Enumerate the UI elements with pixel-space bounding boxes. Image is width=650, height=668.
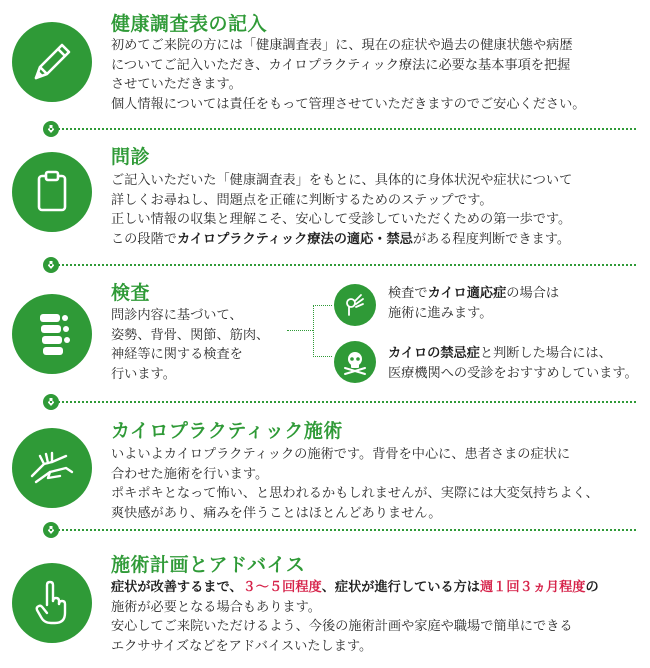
step-examination (0, 272, 650, 397)
text-line: エクササイズなどをアドバイスいたします。 (111, 638, 373, 654)
text-line: いよいよカイロプラクティックの施術です。背骨を中心に、患者さまの症状に (111, 447, 571, 462)
step-title: カイロプラクティック施術 (111, 420, 343, 442)
dotted-divider (46, 264, 636, 266)
text-line: 詳しくお尋ねし、問題点を正確に判断するためのステップです。 (111, 192, 493, 208)
ok-badge (334, 284, 376, 326)
step-description (111, 306, 269, 384)
text-line: についてご記入いただき、カイロプラクティック療法に必要な基本事項を把握 (111, 57, 571, 73)
bold-text: の (585, 580, 599, 595)
text-line: 安心してご来院いただけるよう、今後の施術計画や家庭や職場で簡単にできる (111, 619, 573, 634)
dotted-divider (46, 401, 636, 403)
branch-connector-stem (287, 330, 313, 331)
step-title: 問診 (111, 146, 151, 168)
text-line: 個人情報については責任をもって管理させていただきますのでご安心ください。 (111, 96, 586, 112)
step-health-questionnaire (0, 0, 650, 120)
text-line: させていただきます。 (111, 77, 242, 92)
text-segment: の場合は (506, 286, 560, 301)
pointing-finger-icon (26, 577, 78, 629)
hands-icon (26, 442, 78, 494)
text-line (388, 284, 559, 304)
bold-text: カイロ適応症 (427, 286, 507, 301)
step-title: 検査 (111, 282, 151, 304)
bold-text: カイロの禁忌症 (388, 346, 480, 361)
step-description (111, 171, 572, 249)
bold-text: 、症状が進行している方は (321, 580, 480, 595)
bold-text: 症状が改善するまで、 (111, 580, 243, 595)
step-title: 健康調査表の記入 (111, 13, 268, 35)
text-line: 爽快感があり、痛みを伴うことはほとんどありません。 (111, 505, 442, 521)
highlight-text: ３～５回程度 (242, 580, 322, 595)
step-description (111, 578, 599, 656)
highlight-text: 週１回３ヵ月程度 (480, 580, 586, 595)
step-icon-circle (12, 563, 92, 643)
text-line: 姿勢、背骨、関節、筋肉、 (111, 327, 270, 343)
spine-icon (26, 308, 78, 360)
step-chiropractic-treatment (0, 408, 650, 526)
clipboard-icon (26, 166, 78, 218)
dotted-divider (46, 529, 636, 531)
step-description (111, 445, 599, 523)
dotted-divider (46, 128, 636, 130)
bold-text: カイロプラクティック療法の適応・禁忌 (176, 231, 413, 247)
text-segment: この段階で (111, 231, 177, 247)
step-icon-circle (12, 428, 92, 508)
pencil-icon (26, 36, 78, 88)
branch-connector (313, 305, 332, 357)
text-line: 行います。 (111, 366, 176, 382)
text-segment: と判断した場合には、 (479, 346, 612, 361)
ng-description (388, 344, 638, 383)
ng-badge (334, 341, 376, 383)
text-segment: がある程度判断できます。 (412, 231, 571, 247)
ok-hand-icon (341, 291, 369, 319)
step-icon-circle (12, 22, 92, 102)
text-line: 施術が必要となる場合もあります。 (111, 599, 321, 615)
step-title: 施術計画とアドバイス (111, 554, 306, 576)
text-line: 神経等に関する検査を (111, 347, 243, 362)
text-line: 施術に進みます。 (388, 305, 493, 321)
ok-description (388, 284, 559, 323)
step-icon-circle (12, 152, 92, 232)
step-description (111, 36, 585, 114)
text-line (111, 230, 572, 250)
text-line: 正しい情報の収集と理解こそ、安心して受診していただくための第一歩です。 (111, 212, 572, 227)
text-line: ポキポキとなって怖い、と思われるかもしれませんが、実際には大変気持ちよく、 (111, 486, 599, 501)
text-line: 問診内容に基づいて、 (111, 308, 243, 323)
text-segment: 検査で (388, 286, 428, 301)
step-consultation (0, 140, 650, 260)
step-icon-circle (12, 294, 92, 374)
text-line: 初めてご来院の方には「健康調査表」に、現在の症状や過去の健康状態や病歴 (111, 38, 573, 53)
text-line (388, 344, 638, 364)
text-line (111, 578, 599, 598)
text-line: 合わせた施術を行います。 (111, 466, 269, 482)
text-line: 医療機関への受診をおすすめしています。 (388, 365, 638, 381)
text-line: ご記入いただいた「健康調査表」をもとに、具体的に身体状況や症状について (111, 173, 573, 188)
skull-icon (341, 348, 369, 376)
step-treatment-plan (0, 538, 650, 668)
